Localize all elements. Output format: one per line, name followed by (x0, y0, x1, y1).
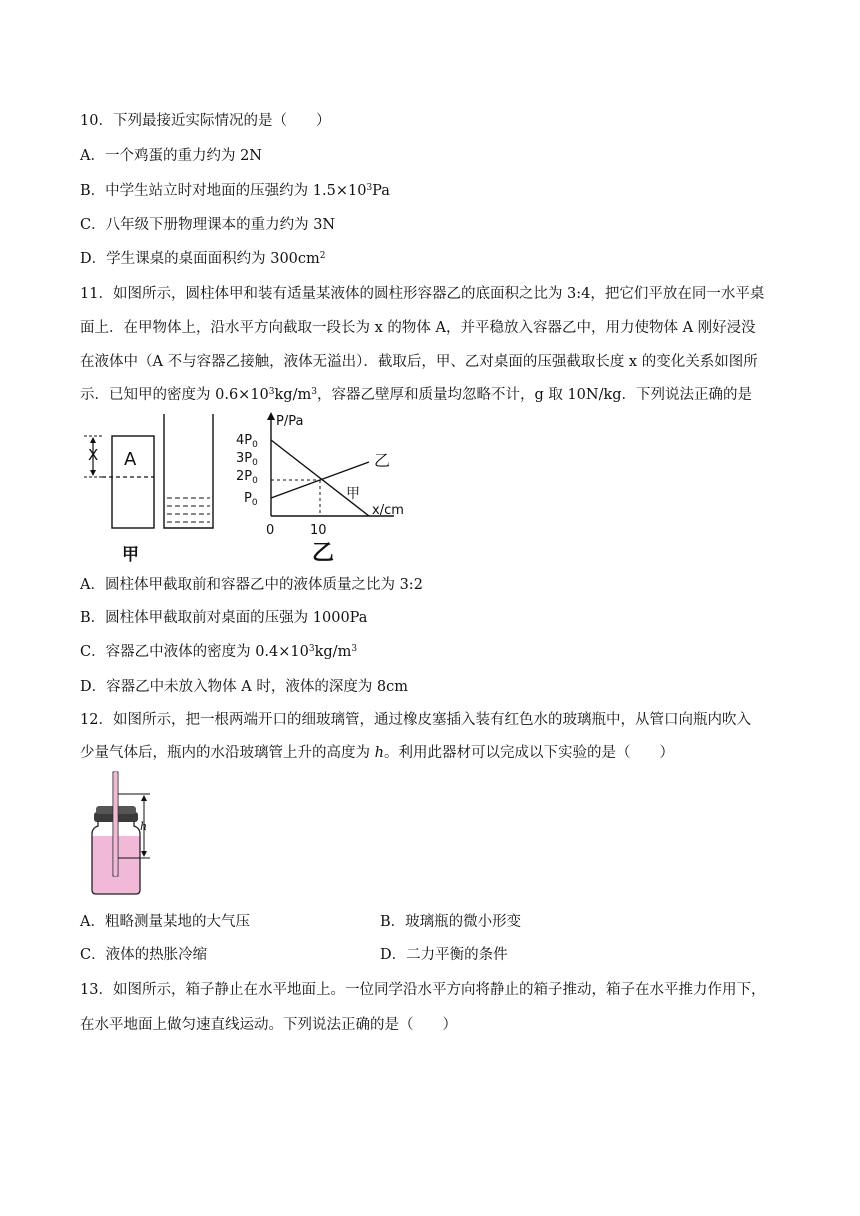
object-a-label: A (124, 449, 137, 470)
q12-option-a: A．粗略测量某地的大气压 (80, 914, 250, 930)
q11-stem-line4: 示．已知甲的密度为 $0.6\times 10^3kg/m^3$，容器乙壁厚和质量均忽略不计，g 取 10N/kg．下列说法正确的是 (80, 387, 753, 403)
q12-option-d: D．二力平衡的条件 (380, 947, 508, 963)
q12-stem-line1: 12．如图所示，把一根两端开口的细玻璃管，通过橡皮塞插入装有红色水的玻璃瓶中，从管口向瓶内吹入 (80, 712, 751, 728)
label-jia: 甲 (122, 545, 139, 565)
y-tick-2p0: $2P_0$ (236, 469, 258, 486)
x-tick-0: 0 (266, 523, 275, 538)
q11-figure (76, 410, 436, 568)
q12-option-c: C．液体的热胀冷缩 (80, 947, 208, 963)
q11-stem-line3: 在液体中（A 不与容器乙接触，液体无溢出）．截取后，甲、乙对桌面的压强截取长度 x 的变化关系如图所 (80, 354, 758, 370)
q10-option-b: B．中学生站立时对地面的压强约为 $1.5\times 10^3Pa$ (80, 183, 390, 199)
q10-stem: 10．下列最接近实际情况的是（ ） (80, 113, 331, 129)
label-yi: 乙 (312, 541, 335, 566)
q11-stem-line1: 11．如图所示，圆柱体甲和装有适量某液体的圆柱形容器乙的底面积之比为 3:4，把它们平放在同一水平桌 (80, 286, 765, 302)
q12-option-b: B．玻璃瓶的微小形变 (380, 914, 522, 930)
x-axis-label: x/cm (372, 503, 404, 518)
q12-stem-line2: 少量气体后，瓶内的水沿玻璃管上升的高度为 h。利用此器材可以完成以下实验的是（ ） (80, 745, 674, 761)
q13-stem-line1: 13．如图所示，箱子静止在水平地面上。一位同学沿水平方向将静止的箱子推动，箱子在水平推力作用下， (80, 982, 766, 998)
q13-stem-line2: 在水平地面上做匀速直线运动。下列说法正确的是（ ） (80, 1017, 457, 1033)
q12-bottle-figure (84, 770, 164, 900)
series-jia-label: 甲 (346, 486, 360, 502)
q11-option-d: D．容器乙中未放入物体 A 时，液体的深度为 8cm (80, 679, 409, 695)
q11-option-b: B．圆柱体甲截取前对桌面的压强为 1000Pa (80, 610, 368, 626)
y-tick-p0: $P_0$ (244, 491, 258, 508)
q10-option-c: C．八年级下册物理课本的重力约为 3N (80, 217, 336, 233)
container-yi (164, 414, 213, 528)
height-label: h (140, 820, 148, 833)
q11-option-c: C．容器乙中液体的密度为 $0.4\times 10^3kg/m^3$ (80, 644, 358, 660)
series-yi-label: 乙 (374, 451, 391, 470)
y-tick-3p0: $3P_0$ (236, 451, 258, 468)
x-tick-10: 10 (310, 523, 327, 538)
y-axis-label: P/Pa (276, 414, 304, 429)
x-dimension-label: X (88, 446, 99, 464)
q11-stem-line2: 面上．在甲物体上，沿水平方向截取一段长为 x 的物体 A，并平稳放入容器乙中，用力使物体 A 刚好浸没 (80, 320, 756, 336)
q11-option-a: A．圆柱体甲截取前和容器乙中的液体质量之比为 3:2 (80, 577, 423, 593)
y-tick-4p0: $4P_0$ (236, 433, 258, 450)
q10-option-a: A．一个鸡蛋的重力约为 2N (80, 148, 262, 164)
pressure-graph (236, 412, 404, 566)
q10-option-d: D．学生课桌的桌面面积约为 $300cm^2$ (80, 251, 326, 267)
